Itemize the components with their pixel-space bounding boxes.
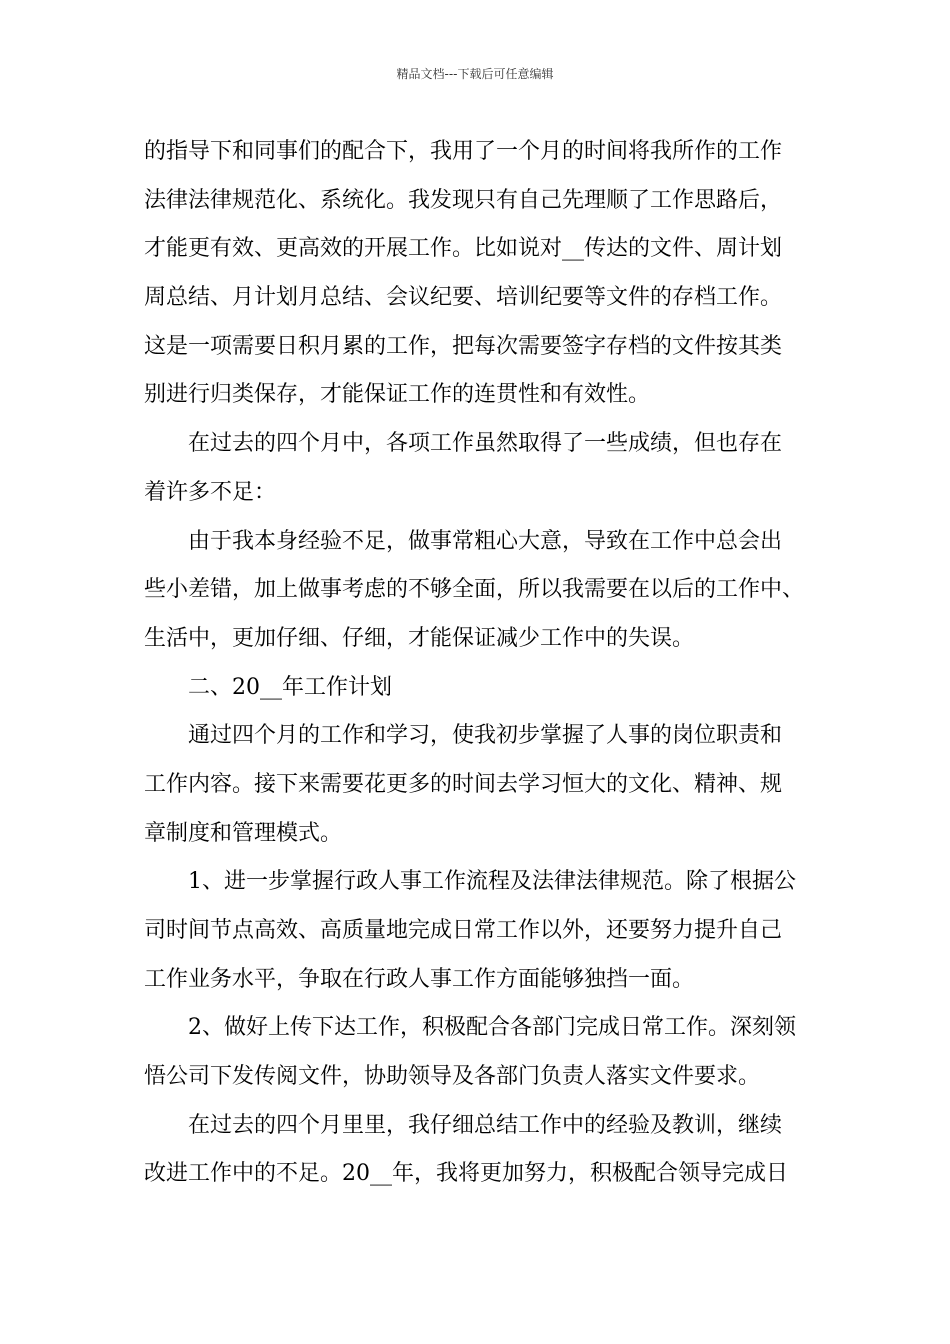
text-line: 别进行归类保存，才能保证工作的连贯性和有效性。 bbox=[144, 382, 651, 408]
document-body bbox=[144, 128, 824, 1199]
text-line: 些小差错，加上做事考虑的不够全面，所以我需要在以后的工作中、 bbox=[144, 577, 805, 603]
text-line: 悟公司下发传阅文件，协助领导及各部门负责人落实文件要求。 bbox=[144, 1064, 761, 1090]
text-line: 生活中，更加仔细、仔细，才能保证减少工作中的失误。 bbox=[144, 625, 695, 651]
text-line: 法律法律规范化、系统化。我发现只有自己先理顺了工作思路后， bbox=[144, 187, 783, 213]
text-line: 章制度和管理模式。 bbox=[144, 820, 343, 846]
paragraph-start-line: 1、进一步掌握行政人事工作流程及法律法律规范。除了根据公 bbox=[188, 869, 796, 895]
paragraph-start-line: 通过四个月的工作和学习，使我初步掌握了人事的岗位职责和 bbox=[188, 723, 783, 749]
text-line: 工作业务水平，争取在行政人事工作方面能够独挡一面。 bbox=[144, 966, 695, 992]
text-line: 这是一项需要日积月累的工作，把每次需要签字存档的文件按其类 bbox=[144, 333, 783, 359]
text-line: 着许多不足： bbox=[144, 479, 277, 505]
text-line: 司时间节点高效、高质量地完成日常工作以外，还要努力提升自己 bbox=[144, 918, 783, 943]
paragraph-start-line: 在过去的四个月中，各项工作虽然取得了一些成绩，但也存在 bbox=[188, 431, 783, 457]
page-header: 精品文档---下载后可任意编辑 bbox=[396, 67, 554, 81]
text-line: 的指导下和同事们的配合下，我用了一个月的时间将我所作的工作 bbox=[144, 139, 783, 164]
text-line: 改进工作中的不足。20__年，我将更加努力，积极配合领导完成日 bbox=[144, 1161, 788, 1187]
text-line: 才能更有效、更高效的开展工作。比如说对__传达的文件、周计划 bbox=[144, 236, 783, 262]
paragraph-start-line: 由于我本身经验不足，做事常粗心大意，导致在工作中总会出 bbox=[188, 528, 783, 554]
section-heading: 二、20__年工作计划 bbox=[188, 674, 392, 700]
paragraph-start-line: 在过去的四个月里里，我仔细总结工作中的经验及教训，继续 bbox=[188, 1112, 783, 1138]
text-line: 周总结、月计划月总结、会议纪要、培训纪要等文件的存档工作。 bbox=[144, 285, 783, 311]
text-line: 工作内容。接下来需要花更多的时间去学习恒大的文化、精神、规 bbox=[144, 771, 783, 797]
paragraph-start-line: 2、做好上传下达工作，积极配合各部门完成日常工作。深刻领 bbox=[188, 1015, 796, 1041]
